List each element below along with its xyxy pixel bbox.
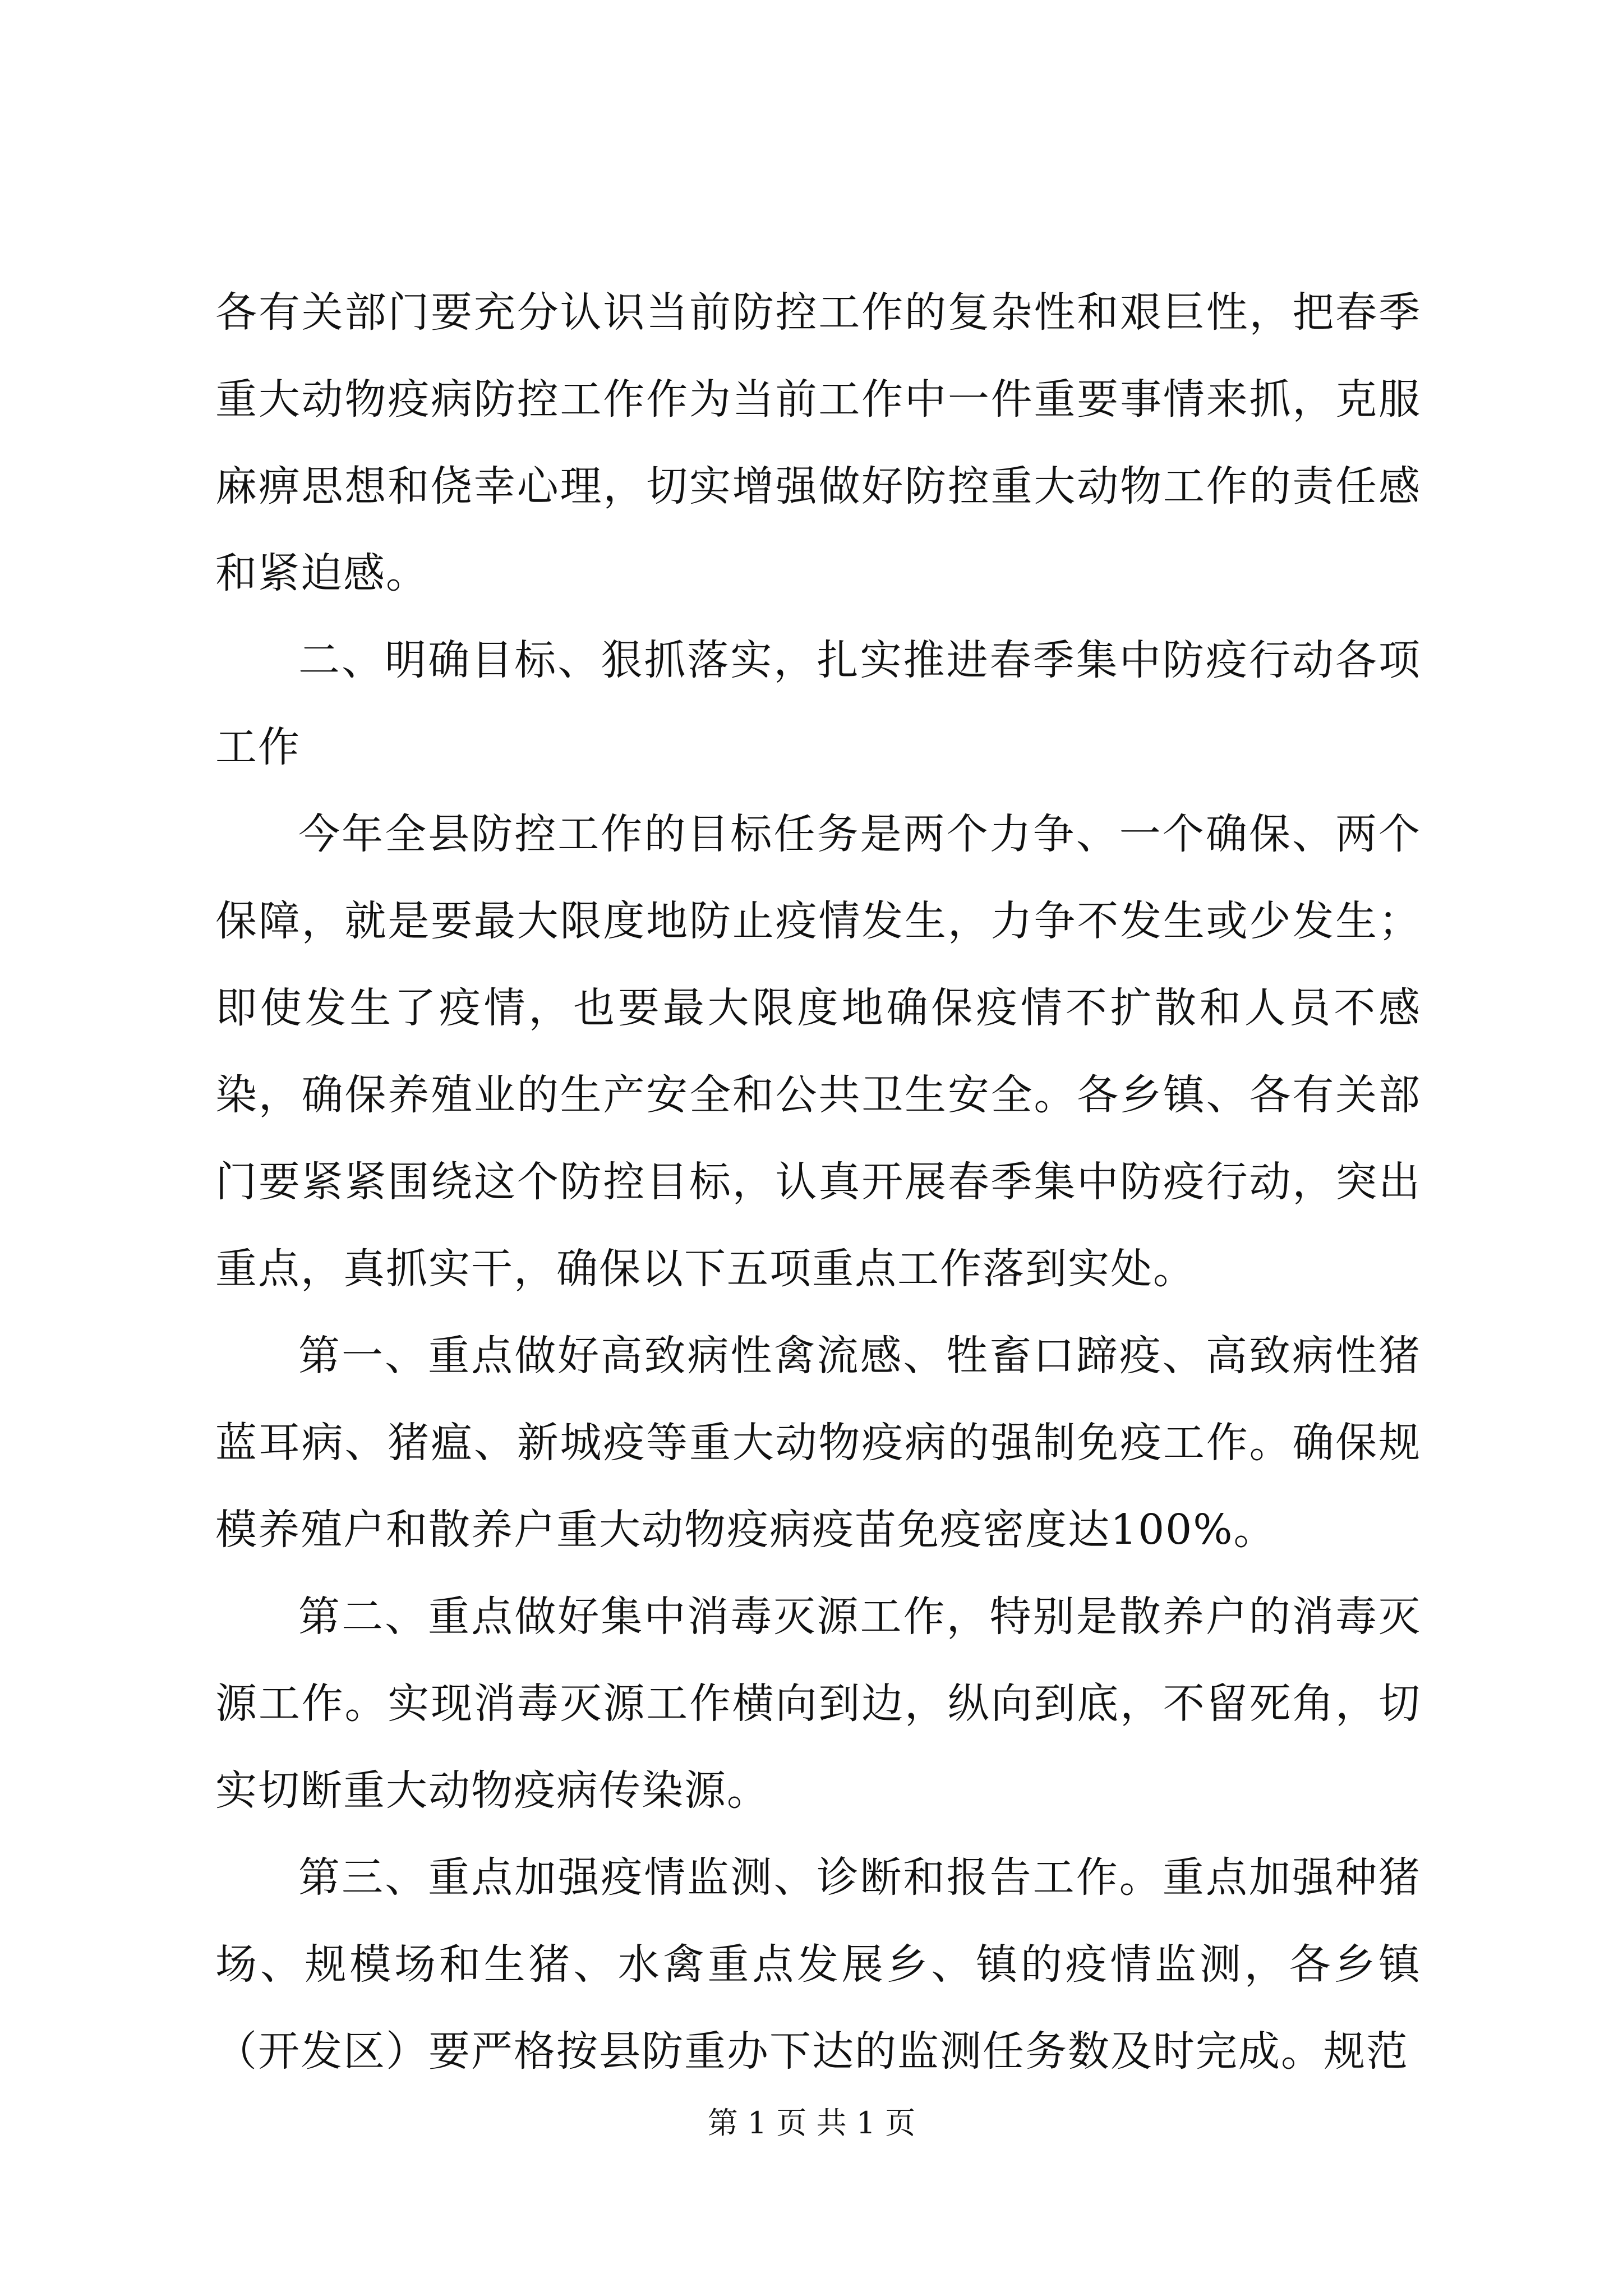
paragraph-item-second: 第二、重点做好集中消毒灭源工作，特别是散养户的消毒灭源工作。实现消毒灭源工作横向到边，纵向到底，不留死角，切实切断重大动物疫病传染源。 [215, 1593, 1421, 1815]
paragraph-continuation: 各有关部门要充分认识当前防控工作的复杂性和艰巨性，把春季重大动物疫病防控工作作为当前工作中一件重要事情来抓，克服麻痹思想和侥幸心理，切实增强做好防控重大动物工作的责任感和紧迫感。 [215, 288, 1421, 597]
section-heading: 二、明确目标、狠抓落实，扎实推进春季集中防疫行动各项工作 [215, 636, 1421, 771]
paragraph-item-first: 第一、重点做好高致病性禽流感、牲畜口蹄疫、高致病性猪蓝耳病、猪瘟、新城疫等重大动物疫病的强制免疫工作。确保规模养殖户和散养户重大动物疫病疫苗免疫密度达100%。 [215, 1332, 1421, 1554]
paragraph-goals: 今年全县防控工作的目标任务是两个力争、一个确保、两个保障，就是要最大限度地防止疫情发生，力争不发生或少发生；即使发生了疫情，也要最大限度地确保疫情不扩散和人员不感染，确保养殖业的生产安全和公共卫生安全。各乡镇、各有关部门要紧紧围绕这个防控目标，认真开展春季集中防疫行动，突出重点，真抓实干，确保以下五项重点工作落到实处。 [215, 810, 1421, 1293]
paragraph-item-third: 第三、重点加强疫情监测、诊断和报告工作。重点加强种猪场、规模场和生猪、水禽重点发展乡、镇的疫情监测，各乡镇（开发区）要严格按县防重办下达的监测任务数及时完成。规范 [215, 1853, 1421, 2076]
page-footer: 第 1 页 共 1 页 [707, 2105, 916, 2141]
document-body [215, 269, 1421, 2095]
